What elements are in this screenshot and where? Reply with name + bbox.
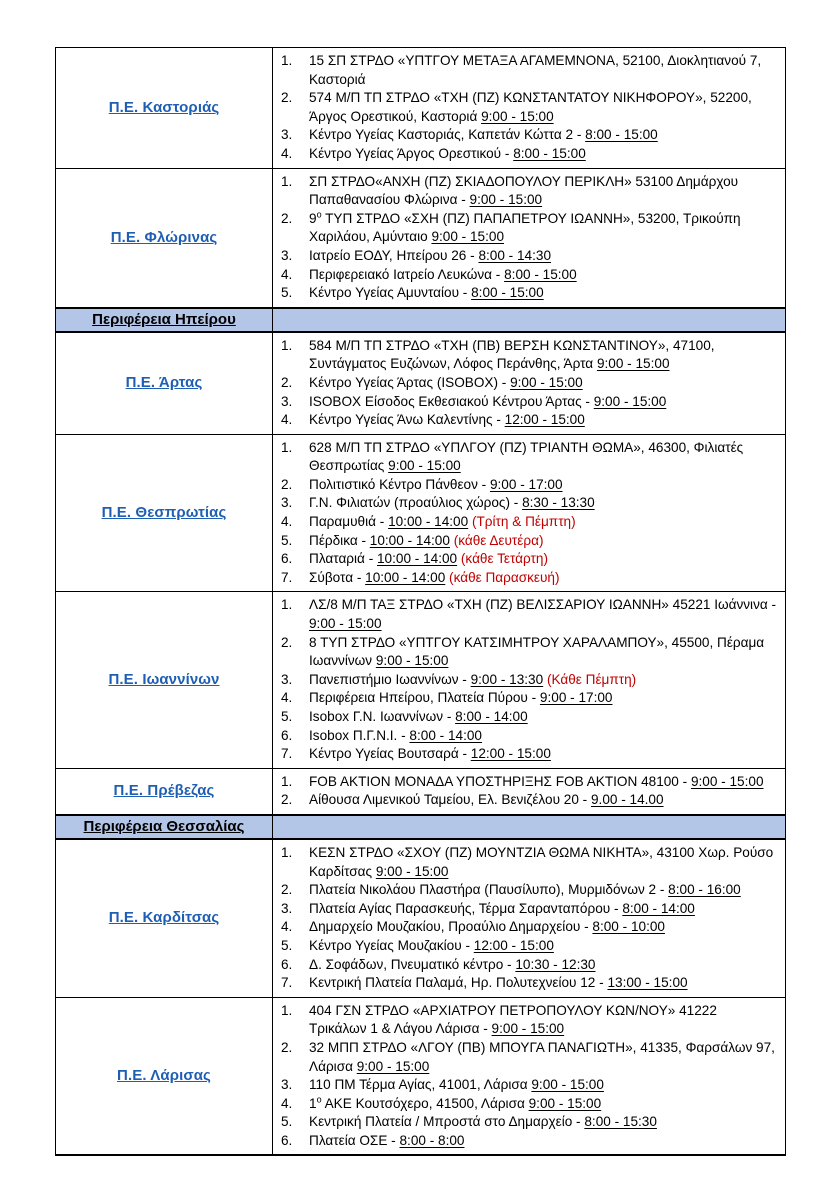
item-number: 2. — [281, 374, 293, 390]
location-item — [273, 52, 779, 89]
location-text: Ιατρείο ΕΟΔΥ, Ηπείρου 26 - 8:00 - 14:30 — [309, 247, 552, 263]
region-group-cell — [56, 308, 273, 332]
location-item — [273, 210, 779, 247]
item-number: 2. — [281, 476, 293, 492]
location-item — [273, 393, 779, 412]
location-text: Περιφερειακό Ιατρείο Λευκώνα - 8:00 - 15:00 — [309, 266, 577, 282]
region-link[interactable]: Π.Ε. Φλώρινας — [110, 228, 218, 246]
item-number: 1. — [281, 337, 293, 353]
opening-hours: 10:00 - 14:00 — [388, 514, 469, 530]
location-item — [273, 266, 779, 285]
opening-hours: 9:00 - 15:00 — [469, 192, 543, 208]
item-number: 2. — [281, 90, 293, 106]
location-item — [273, 374, 779, 393]
region-cell — [56, 168, 273, 308]
location-text: Σύβοτα - 10:00 - 14:00 (κάθε Παρασκευή) — [309, 569, 560, 585]
region-cell — [56, 434, 273, 592]
locations-cell — [273, 997, 786, 1155]
location-item — [273, 791, 779, 810]
item-number: 7. — [281, 569, 293, 585]
region-group-cell — [56, 815, 273, 839]
item-number: 7. — [281, 746, 293, 762]
item-number: 3. — [281, 900, 293, 916]
location-text: 32 ΜΠΠ ΣΤΡΔΟ «ΛΓΟΥ (ΠΒ) ΜΠΟΥΓΑ ΠΑΝΑΓΙΩΤΗ», 41335, Φαρσάλων 97, Λάρισα 9:00 - 15:00 — [309, 1039, 775, 1074]
item-number: 3. — [281, 671, 293, 687]
region-cell — [56, 839, 273, 997]
region-section-row — [56, 768, 786, 815]
vaccination-points-table — [55, 47, 786, 1156]
location-item — [273, 671, 779, 690]
opening-hours: 9:00 - 15:00 — [481, 108, 554, 124]
location-item — [273, 881, 779, 900]
location-item — [273, 550, 779, 569]
location-item — [273, 145, 779, 164]
location-text: Κεντρική Πλατεία / Μπροστά στο Δημαρχείο - 8:00 - 15:30 — [309, 1114, 657, 1130]
region-cell — [56, 997, 273, 1155]
locations-cell — [273, 768, 786, 815]
region-section-row — [56, 592, 786, 768]
opening-hours: 8:00 - 15:00 — [504, 266, 577, 282]
opening-hours: 9:00 - 15:00 — [309, 616, 382, 632]
location-item — [273, 439, 779, 476]
location-text: Πλατεία Αγίας Παρασκευής, Τέρμα Σαρανταπόρου - 8:00 - 14:00 — [309, 900, 695, 916]
location-text: 584 Μ/Π ΤΠ ΣΤΡΔΟ «ΤΧΗ (ΠΒ) ΒΕΡΣΗ ΚΩΝΣΤΑΝΤΙΝΟΥ», 47100, Συντάγματος Ευζώνων, Λόφος Περάνθης, Άρτα 9:00 - 15:00 — [309, 337, 715, 372]
location-item — [273, 708, 779, 727]
location-item — [273, 1002, 779, 1039]
item-number: 2. — [281, 882, 293, 898]
item-number: 5. — [281, 285, 293, 301]
location-text: Πλαταριά - 10:00 - 14:00 (κάθε Τετάρτη) — [309, 551, 548, 567]
location-item — [273, 745, 779, 764]
location-text: 15 ΣΠ ΣΤΡΔΟ «ΥΠΤΓΟΥ ΜΕΤΑΞΑ ΑΓΑΜΕΜΝΟΝΑ, 52100, Διοκλητιανού 7, Καστοριά — [309, 53, 762, 87]
item-number: 1. — [281, 597, 293, 613]
location-text: Πλατεία ΟΣΕ - 8:00 - 8:00 — [309, 1132, 465, 1148]
schedule-day-note: (κάθε Δευτέρα) — [453, 532, 544, 548]
location-text: Περιφέρεια Ηπείρου, Πλατεία Πύρου - 9:00 - 17:00 — [309, 690, 613, 706]
item-number: 1. — [281, 844, 293, 860]
location-text: ΛΣ/8 Μ/Π ΤΑΞ ΣΤΡΔΟ «ΤΧΗ (ΠΖ) ΒΕΛΙΣΣΑΡΙΟΥ ΙΩΑΝΝΗ» 45221 Ιωάννινα - 9:00 - 15:00 — [309, 597, 777, 632]
opening-hours: 8:00 - 14:00 — [455, 709, 528, 724]
opening-hours: 10:00 - 14:00 — [377, 551, 458, 567]
opening-hours: 8:00 - 14:00 — [409, 727, 482, 743]
region-link[interactable]: Π.Ε. Άρτας — [125, 374, 203, 392]
location-text: Παραμυθιά - 10:00 - 14:00 (Τρίτη & Πέμπτη) — [309, 514, 576, 530]
location-text: Πέρδικα - 10:00 - 14:00 (κάθε Δευτέρα) — [309, 532, 544, 548]
item-number: 1. — [281, 53, 293, 68]
region-section-row — [56, 332, 786, 434]
item-number: 3. — [281, 495, 293, 511]
ordinal-superscript: ο — [316, 209, 322, 220]
item-number: 1. — [281, 773, 293, 789]
item-number: 1. — [281, 1002, 293, 1018]
opening-hours: 8:00 - 15:00 — [585, 127, 658, 143]
item-number: 4. — [281, 145, 293, 161]
location-item — [273, 247, 779, 266]
item-number: 2. — [281, 210, 293, 226]
location-item — [273, 337, 779, 374]
item-number: 4. — [281, 412, 293, 428]
opening-hours: 9:00 - 15:00 — [528, 1095, 602, 1111]
location-text: Πλατεία Νικολάου Πλαστήρα (Παυσίλυπο), Μυρμιδόνων 2 - 8:00 - 16:00 — [309, 882, 741, 898]
locations-cell — [273, 48, 786, 169]
location-text: $1^o$ ΑΚΕ Κουτσόχερο, 41500, Λάρισα 9:00 - 15:00 — [309, 1094, 602, 1111]
location-text: ΚΕΣΝ ΣΤΡΔΟ «ΣΧΟΥ (ΠΖ) ΜΟΥΝΤΖΙΑ ΘΩΜΑ ΝΙΚΗΤΑ», 43100 Χωρ. Ρούσο Καρδίτσας 9:00 - 15:00 — [309, 844, 774, 879]
region-group-spacer — [273, 308, 786, 332]
opening-hours: 8:00 - 14:00 — [622, 900, 695, 916]
region-link[interactable]: Π.Ε. Πρέβεζας — [113, 782, 215, 800]
item-number: 4. — [281, 919, 293, 935]
location-item — [273, 476, 779, 495]
location-text: Κέντρο Υγείας Άργος Ορεστικού - 8:00 - 15:00 — [309, 145, 586, 161]
location-text: FOB AKTION ΜΟΝΑΔΑ ΥΠΟΣΤΗΡΙΞΗΣ FOB AKTION 48100 - 9:00 - 15:00 — [309, 773, 764, 789]
location-text: 628 Μ/Π ΤΠ ΣΤΡΔΟ «ΥΠΛΓΟΥ (ΠΖ) ΤΡΙΑΝΤΗ ΘΩΜΑ», 46300, Φιλιατές Θεσπρωτίας 9:00 - 15:00 — [309, 439, 744, 474]
item-number: 1. — [281, 173, 293, 189]
location-text: Αίθουσα Λιμενικού Ταμείου, Ελ. Βενιζέλου 20 - 9.00 - 14.00 — [309, 792, 664, 808]
item-number: 3. — [281, 127, 293, 143]
location-item — [273, 844, 779, 881]
location-text: 574 Μ/Π ΤΠ ΣΤΡΔΟ «ΤΧΗ (ΠΖ) ΚΩΝΣΤΑΝΤΑΤΟΥ ΝΙΚΗΦΟΡΟΥ», 52200, Άργος Ορεστικού, Καστοριά 9:00 - 15:00 — [309, 90, 752, 124]
location-text: Κέντρο Υγείας Βουτσαρά - 12:00 - 15:00 — [309, 746, 551, 762]
location-item — [273, 596, 779, 633]
location-item — [273, 727, 779, 746]
opening-hours: 13:00 - 15:00 — [607, 975, 688, 991]
location-text: Πανεπιστήμιο Ιωαννίνων - 9:00 - 13:30 (Κάθε Πέμπτη) — [309, 671, 637, 687]
region-link[interactable]: Π.Ε. Καστοριάς — [108, 98, 220, 116]
location-text: Isobox Π.Γ.Ν.Ι. - 8:00 - 14:00 — [309, 727, 482, 743]
locations-cell — [273, 592, 786, 768]
region-section-row — [56, 839, 786, 997]
opening-hours: 9:00 - 17:00 — [489, 476, 563, 492]
item-number: 3. — [281, 393, 293, 409]
region-section-row — [56, 168, 786, 308]
location-item — [273, 773, 779, 792]
item-number: 1. — [281, 439, 293, 455]
opening-hours: 8:00 - 15:00 — [513, 145, 586, 161]
opening-hours: 9:00 - 15:00 — [356, 1058, 430, 1074]
opening-hours: 9:00 - 15:00 — [596, 356, 670, 372]
opening-hours: 8:00 - 15:00 — [471, 285, 544, 301]
opening-hours: 8:00 - 14:30 — [478, 247, 552, 263]
location-item — [273, 918, 779, 937]
location-item — [273, 173, 779, 210]
location-item — [273, 284, 779, 303]
location-text: ΣΠ ΣΤΡΔΟ«ΑΝΧΗ (ΠΖ) ΣΚΙΑΔΟΠΟΥΛΟΥ ΠΕΡΙΚΛΗ» 53100 Δημάρχου Παπαθανασίου Φλώρινα - 9:00 - 15:00 — [309, 173, 739, 208]
locations-cell — [273, 332, 786, 434]
region-link[interactable]: Π.Ε. Θεσπρωτίας — [101, 504, 227, 522]
region-group-spacer — [273, 815, 786, 839]
location-item — [273, 1132, 779, 1151]
schedule-day-note: (κάθε Τετάρτη) — [460, 551, 548, 567]
schedule-table-body — [56, 48, 786, 1156]
schedule-day-note: (κάθε Παρασκευή) — [449, 569, 560, 585]
opening-hours: 9:00 - 17:00 — [539, 690, 613, 706]
location-text: Isobox Γ.Ν. Ιωαννίνων - 8:00 - 14:00 — [309, 709, 528, 724]
item-number: 2. — [281, 634, 293, 650]
location-item — [273, 974, 779, 993]
region-cell — [56, 332, 273, 434]
item-number: 6. — [281, 956, 293, 972]
location-text: Κέντρο Υγείας Άρτας (ISOBOX) - 9:00 - 15:00 — [309, 374, 583, 390]
item-number: 2. — [281, 1039, 293, 1055]
location-text: 8 ΤΥΠ ΣΤΡΔΟ «ΥΠΤΓΟΥ ΚΑΤΣΙΜΗΤΡΟΥ ΧΑΡΑΛΑΜΠΟΥ», 45500, Πέραμα Ιωαννίνων 9:00 - 15:00 — [309, 634, 765, 669]
item-number: 4. — [281, 266, 293, 282]
location-text: Πολιτιστικό Κέντρο Πάνθεον - 9:00 - 17:00 — [309, 476, 563, 492]
region-group-label: Περιφέρεια Θεσσαλίας — [83, 817, 245, 835]
opening-hours: 9:00 - 15:00 — [431, 229, 505, 245]
opening-hours: 9:00 - 15:00 — [510, 374, 583, 390]
opening-hours: 8:00 - 15:30 — [584, 1114, 657, 1130]
location-item — [273, 532, 779, 551]
item-number: 3. — [281, 247, 293, 263]
location-text: Κέντρο Υγείας Μουζακίου - 12:00 - 15:00 — [309, 937, 554, 953]
opening-hours: 9:00 - 15:00 — [690, 773, 764, 789]
location-item — [273, 956, 779, 975]
item-number: 5. — [281, 709, 293, 724]
ordinal-superscript: ο — [316, 1094, 322, 1105]
opening-hours: 9:00 - 15:00 — [375, 863, 449, 879]
opening-hours: 9:00 - 13:30 — [470, 671, 544, 687]
opening-hours: 8:00 - 16:00 — [668, 882, 741, 898]
location-item — [273, 1039, 779, 1076]
location-text: 404 ΓΣΝ ΣΤΡΔΟ «ΑΡΧΙΑΤΡΟΥ ΠΕΤΡΟΠΟΥΛΟΥ ΚΩΝ/ΝΟΥ» 41222 Τρικάλων 1 & Λάγου Λάρισα - 9:00 - 15:00 — [309, 1002, 717, 1037]
region-group-label: Περιφέρεια Ηπείρου — [92, 310, 236, 328]
opening-hours: 12:00 - 15:00 — [470, 746, 551, 762]
location-text: Κέντρο Υγείας Αμυνταίου - 8:00 - 15:00 — [309, 285, 544, 301]
item-number: 7. — [281, 975, 293, 991]
region-cell — [56, 48, 273, 169]
opening-hours: 9.00 - 14.00 — [591, 792, 664, 808]
location-item — [273, 411, 779, 430]
item-number: 2. — [281, 792, 293, 808]
opening-hours: 9:00 - 15:00 — [593, 393, 667, 409]
opening-hours: 10:00 - 14:00 — [369, 532, 450, 548]
region-group-row — [56, 815, 786, 839]
opening-hours: 9:00 - 15:00 — [491, 1021, 565, 1037]
region-section-row — [56, 48, 786, 169]
location-text: ISOBOX Είσοδος Εκθεσιακού Κέντρου Άρτας - 9:00 - 15:00 — [309, 393, 667, 409]
region-link[interactable]: Π.Ε. Λάρισας — [117, 1067, 211, 1085]
opening-hours: 10:00 - 14:00 — [365, 569, 446, 585]
opening-hours: 10:30 - 12:30 — [515, 956, 596, 972]
item-number: 4. — [281, 514, 293, 530]
location-item — [273, 1076, 779, 1095]
location-item — [273, 513, 779, 532]
location-text: 110 ΠΜ Τέρμα Αγίας, 41001, Λάρισα 9:00 - 15:00 — [309, 1077, 604, 1093]
location-text: Κέντρο Υγείας Καστοριάς, Καπετάν Κώττα 2 - 8:00 - 15:00 — [309, 127, 658, 143]
opening-hours: 9:00 - 15:00 — [375, 653, 449, 669]
opening-hours: 12:00 - 15:00 — [504, 412, 585, 428]
location-text: Κέντρο Υγείας Άνω Καλεντίνης - 12:00 - 15:00 — [309, 412, 585, 428]
location-text: Δ. Σοφάδων, Πνευματικό κέντρο - 10:30 - 12:30 — [309, 956, 596, 972]
region-cell — [56, 592, 273, 768]
region-link[interactable]: Π.Ε. Ιωαννίνων — [108, 671, 220, 689]
location-item — [273, 89, 779, 126]
region-link[interactable]: Π.Ε. Καρδίτσας — [108, 909, 220, 927]
item-number: 4. — [281, 1095, 293, 1111]
location-text: $9^o$ ΤΥΠ ΣΤΡΔΟ «ΣΧΗ (ΠΖ) ΠΑΠΑΠΕΤΡΟΥ ΙΩΑΝΝΗ», 53200, Τρικούπη Χαριλάου, Αμύνταιο 9:00 - 15:00 — [309, 209, 741, 245]
opening-hours: 9:00 - 15:00 — [388, 458, 461, 474]
opening-hours: 8:30 - 13:30 — [522, 495, 595, 511]
region-cell — [56, 768, 273, 815]
location-item — [273, 634, 779, 671]
opening-hours: 12:00 - 15:00 — [473, 937, 554, 953]
locations-cell — [273, 434, 786, 592]
item-number: 6. — [281, 1132, 293, 1148]
opening-hours: 8:00 - 8:00 — [399, 1132, 465, 1148]
item-number: 3. — [281, 1077, 293, 1093]
region-group-row — [56, 308, 786, 332]
locations-cell — [273, 839, 786, 997]
region-section-row — [56, 997, 786, 1155]
region-section-row — [56, 434, 786, 592]
item-number: 5. — [281, 937, 293, 953]
location-text: Γ.Ν. Φιλιατών (προαύλιος χώρος) - 8:30 - 13:30 — [309, 495, 595, 511]
location-item — [273, 569, 779, 588]
location-item — [273, 1113, 779, 1132]
item-number: 6. — [281, 551, 293, 567]
location-item — [273, 126, 779, 145]
location-item — [273, 494, 779, 513]
item-number: 5. — [281, 532, 293, 548]
opening-hours: 8:00 - 10:00 — [592, 919, 665, 935]
opening-hours: 9:00 - 15:00 — [531, 1077, 604, 1093]
location-item — [273, 900, 779, 919]
schedule-day-note: (Τρίτη & Πέμπτη) — [471, 514, 576, 530]
item-number: 6. — [281, 727, 293, 743]
schedule-day-note: (Κάθε Πέμπτη) — [546, 671, 637, 687]
location-item — [273, 937, 779, 956]
item-number: 5. — [281, 1114, 293, 1130]
locations-cell — [273, 168, 786, 308]
location-item — [273, 689, 779, 708]
location-item — [273, 1095, 779, 1114]
location-text: Κεντρική Πλατεία Παλαμά, Ηρ. Πολυτεχνείου 12 - 13:00 - 15:00 — [309, 975, 688, 991]
location-text: Δημαρχείο Μουζακίου, Προαύλιο Δημαρχείου - 8:00 - 10:00 — [309, 919, 665, 935]
item-number: 4. — [281, 690, 293, 706]
